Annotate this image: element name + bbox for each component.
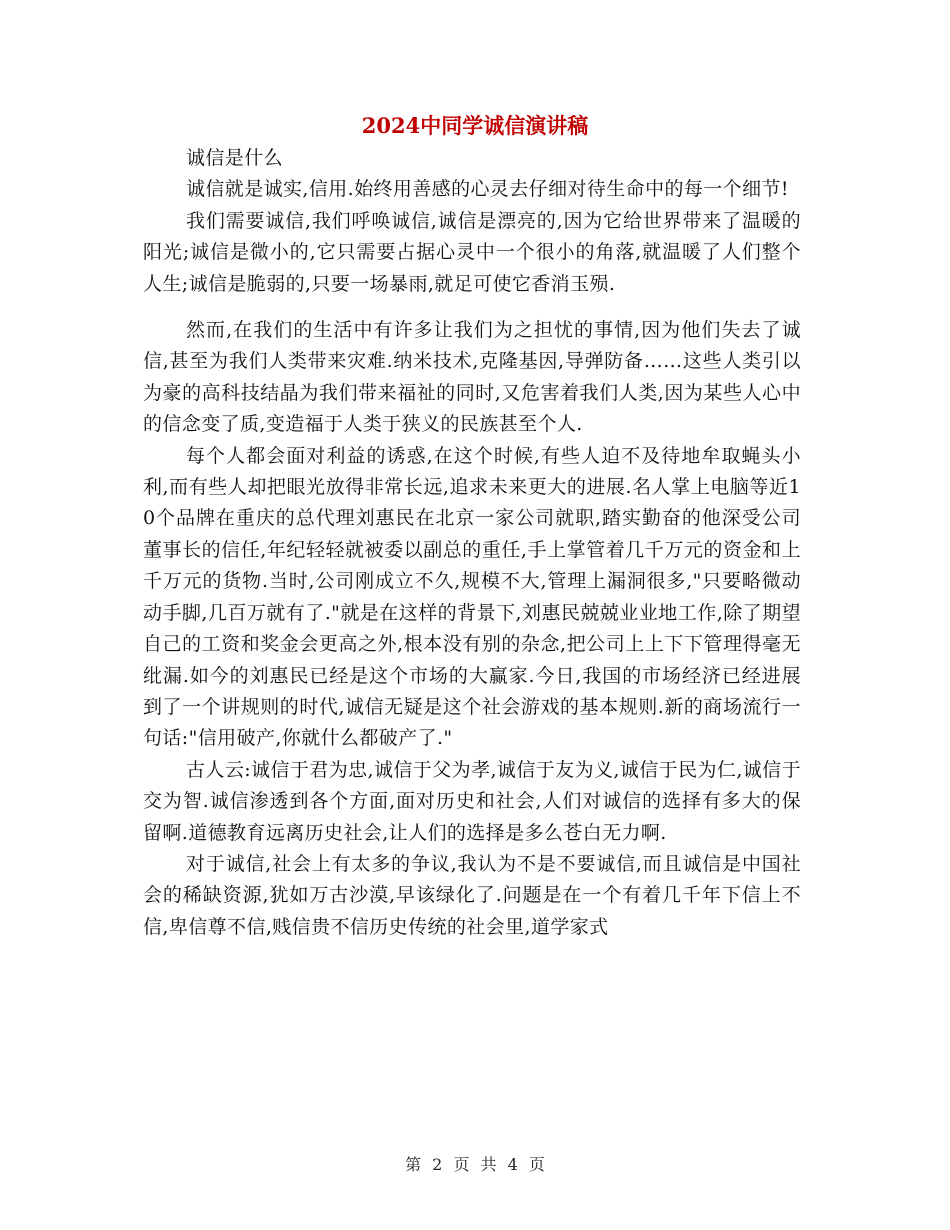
paragraph-need-integrity: 我们需要诚信,我们呼唤诚信,诚信是漂亮的,因为它给世界带来了温暖的阳光;诚信是微小的,它只需要占据心灵中一个很小的角落,就温暖了人们整个人生;诚信是脆弱的,只要一场暴雨,就足可使它香消玉殒. bbox=[143, 209, 801, 295]
page-number-footer: 第 2 页 共 4 页 bbox=[405, 1155, 545, 1174]
paragraph-temptation-story: 每个人都会面对利益的诱惑,在这个时候,有些人迫不及待地牟取蝇头小利,而有些人却把眼光放得非常长远,追求未来更大的进展.名人掌上电脑等近10个品牌在重庆的总代理刘惠民在北京一家公司就职,踏实勤奋的他深受公司董事长的信任,年纪轻轻就被委以副总的重任,手上掌管着几千万元的资金和上千万元的货物.当时,公司刚成立不久,规模不大,管理上漏洞很多,"只要略微动动手脚,几百万就有了."就是在这样的背景下,刘惠民兢兢业业地工作,除了期望自己的工资和奖金会更高之外,根本没有别的杂念,把公司上上下下管理得毫无纰漏.如今的刘惠民已经是这个市场的大赢家.今日,我国的市场经济已经进展到了一个讲规则的时代,诚信无疑是这个社会游戏的基本规则.新的商场流行一句话:"信用破产,你就什么都破产了." bbox=[143, 444, 801, 750]
document-title: 2024中同学诚信演讲稿 bbox=[361, 113, 589, 138]
paragraph-definition: 诚信就是诚实,信用.始终用善感的心灵去仔细对待生命中的每一个细节! bbox=[186, 178, 789, 201]
paragraph-question: 诚信是什么 bbox=[186, 147, 284, 169]
document-body bbox=[143, 143, 801, 943]
paragraph-controversy: 对于诚信,社会上有太多的争议,我认为不是不要诚信,而且诚信是中国社会的稀缺资源,犹如万古沙漠,早该绿化了.问题是在一个有着几千年下信上不信,卑信尊不信,贱信贵不信历史传统的社会里,道学家式 bbox=[143, 852, 801, 938]
paragraph-ancient-saying: 古人云:诚信于君为忠,诚信于父为孝,诚信于友为义,诚信于民为仁,诚信于交为智.诚信渗透到各个方面,面对历史和社会,人们对诚信的选择有多大的保留啊.道德教育远离历史社会,让人们的选择是多么苍白无力啊. bbox=[143, 758, 801, 844]
paragraph-concerns: 然而,在我们的生活中有许多让我们为之担忧的事情,因为他们失去了诚信,甚至为我们人类带来灾难.纳米技术,克隆基因,导弹防备……这些人类引以为豪的高科技结晶为我们带来福祉的同时,又危害着我们人类,因为某些人心中的信念变了质,变造福于人类于狭义的民族甚至个人. bbox=[143, 319, 801, 436]
